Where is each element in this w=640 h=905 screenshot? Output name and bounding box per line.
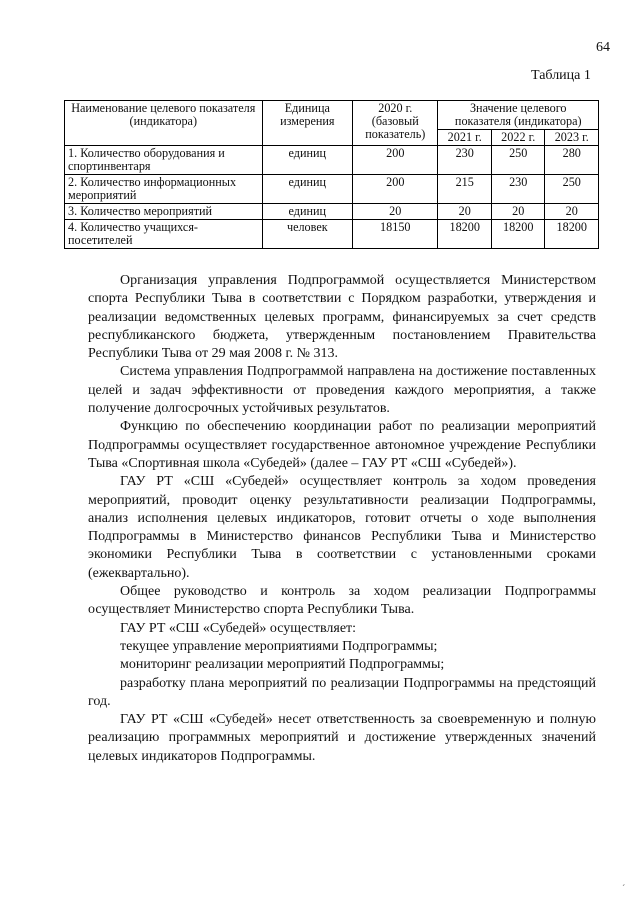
cell-indicator-name: 1. Количество оборудования и спортинвентаря bbox=[65, 146, 263, 175]
indicators-table bbox=[64, 100, 599, 249]
header-base-year: 2020 г. (базовый показатель) bbox=[353, 101, 438, 146]
margin-mark: ´ bbox=[622, 884, 626, 895]
table-caption: Таблица 1 bbox=[531, 68, 591, 83]
cell-2022: 18200 bbox=[491, 220, 545, 249]
table-row bbox=[65, 204, 599, 220]
cell-2021: 18200 bbox=[438, 220, 492, 249]
cell-base: 200 bbox=[353, 146, 438, 175]
cell-2022: 250 bbox=[491, 146, 545, 175]
cell-2022: 20 bbox=[491, 204, 545, 220]
paragraph-responsibilities-intro: ГАУ РТ «СШ «Субедей» осуществляет: bbox=[120, 620, 357, 636]
header-year-2023: 2023 г. bbox=[545, 130, 599, 146]
cell-2021: 20 bbox=[438, 204, 492, 220]
cell-2022: 230 bbox=[491, 175, 545, 204]
cell-unit: человек bbox=[262, 220, 353, 249]
table-header-row bbox=[65, 101, 599, 130]
cell-2023: 280 bbox=[545, 146, 599, 175]
list-item: разработку плана мероприятий по реализации Подпрограммы на предстоящий год. bbox=[88, 675, 596, 709]
paragraph-coordination: Функцию по обеспечению координации работ по реализации мероприятий Подпрограммы осуществляет государственное автономное учреждение Республики Тыва «Спортивная школа «Субедей» (далее – ГАУ РТ «СШ «Субедей»). bbox=[88, 419, 596, 471]
paragraph-management-organization: Организация управления Подпрограммой осуществляется Министерством спорта Республики Тыва в соответствии с Порядком разработки, утверждения и реализации ведомственных целевых программ, финансируемых за счет средств республиканского бюджета, утвержденным постановлением Правительства Республики Тыва от 29 мая 2008 г. № 313. bbox=[88, 273, 596, 362]
cell-unit: единиц bbox=[262, 204, 353, 220]
cell-indicator-name: 3. Количество мероприятий bbox=[65, 204, 263, 220]
cell-2023: 18200 bbox=[545, 220, 599, 249]
table-row bbox=[65, 220, 599, 249]
cell-unit: единиц bbox=[262, 175, 353, 204]
page-number: 64 bbox=[596, 40, 610, 55]
cell-base: 18150 bbox=[353, 220, 438, 249]
header-year-2021: 2021 г. bbox=[438, 130, 492, 146]
paragraph-management-system: Система управления Подпрограммой направлена на достижение поставленных целей и задач эффективности от проведения каждого мероприятия, а также получение долгосрочных устойчивых результатов. bbox=[88, 364, 596, 417]
cell-indicator-name: 4. Количество учащихся-посетителей bbox=[65, 220, 263, 249]
cell-unit: единиц bbox=[262, 146, 353, 175]
header-name: Наименование целевого показателя (индикатора) bbox=[65, 101, 263, 146]
header-year-2022: 2022 г. bbox=[491, 130, 545, 146]
table-row bbox=[65, 175, 599, 204]
paragraph-responsibility: ГАУ РТ «СШ «Субедей» несет ответственность за своевременную и полную реализацию программных мероприятий и достижение утвержденных значений целевых индикаторов Подпрограммы. bbox=[88, 712, 596, 764]
cell-2023: 250 bbox=[545, 175, 599, 204]
cell-2021: 230 bbox=[438, 146, 492, 175]
cell-2023: 20 bbox=[545, 204, 599, 220]
body-text bbox=[88, 272, 596, 766]
table-row bbox=[65, 146, 599, 175]
cell-2021: 215 bbox=[438, 175, 492, 204]
list-item: мониторинг реализации мероприятий Подпрограммы; bbox=[120, 657, 445, 673]
paragraph-control: ГАУ РТ «СШ «Субедей» осуществляет контроль за ходом проведения мероприятий, проводит оценку результативности реализации Подпрограммы, анализ исполнения целевых индикаторов, готовит отчеты о ходе выполнения Подпрограммы в Министерство финансов Республики Тыва и Министерство экономики Республики Тыва в соответствии с установленными сроками (ежеквартально). bbox=[88, 474, 596, 581]
cell-base: 20 bbox=[353, 204, 438, 220]
list-item: текущее управление мероприятиями Подпрограммы; bbox=[120, 638, 438, 654]
cell-base: 200 bbox=[353, 175, 438, 204]
paragraph-general-guidance: Общее руководство и контроль за ходом реализации Подпрограммы осуществляет Министерство спорта Республики Тыва. bbox=[88, 584, 596, 618]
cell-indicator-name: 2. Количество информационных мероприятий bbox=[65, 175, 263, 204]
header-unit: Единица измерения bbox=[262, 101, 353, 146]
header-target-values: Значение целевого показателя (индикатора) bbox=[438, 101, 599, 130]
